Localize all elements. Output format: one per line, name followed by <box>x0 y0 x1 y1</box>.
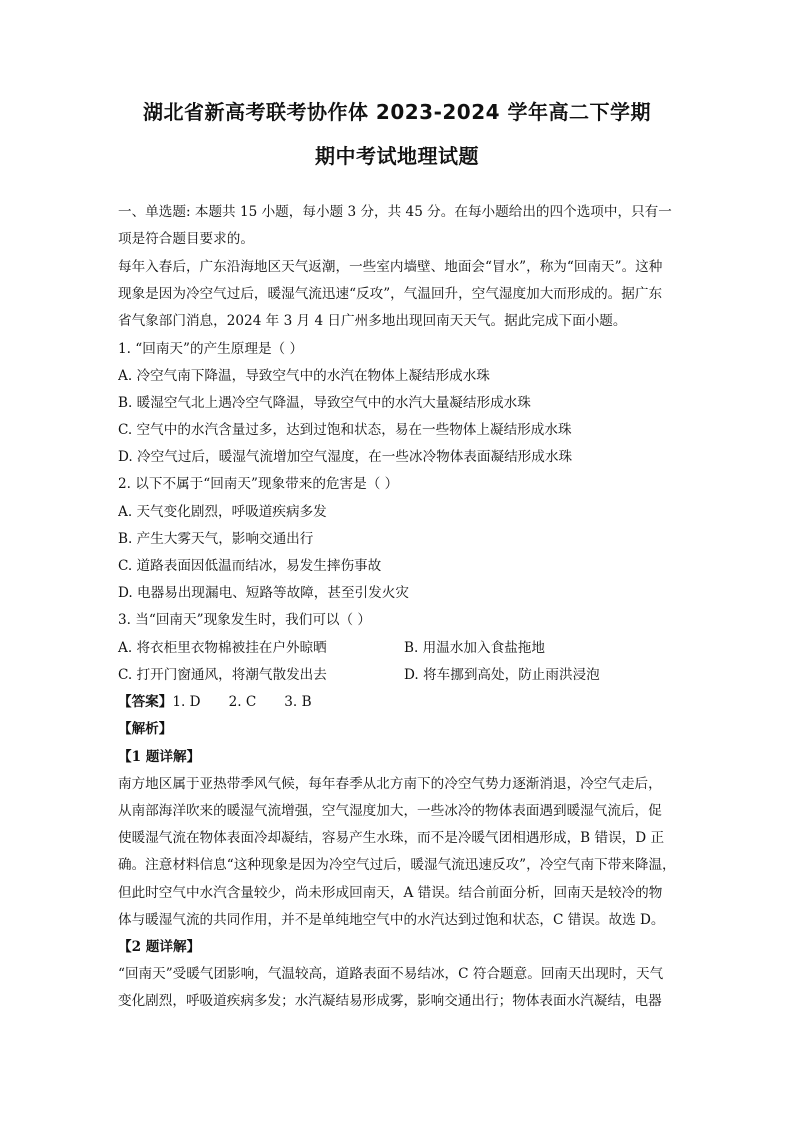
analysis-q1-line: 南方地区属于亚热带季风气候，每年春季从北方南下的冷空气势力逐渐消退，冷空气走后， <box>118 776 662 792</box>
analysis-q1-line: 体与暖湿气流的共同作用，并不是单纯地空气中的水汽达到过饱和状态，C 错误。故选 D。 <box>118 912 665 928</box>
question-2-option-d: D. 电器易出现漏电、短路等故障，甚至引发火灾 <box>118 585 409 601</box>
answers-label: 【答案】 <box>118 694 173 710</box>
analysis-q2-line: 变化剧烈，呼吸道疾病多发；水汽凝结易形成雾，影响交通出行；物体表面水汽凝结，电器 <box>118 993 662 1009</box>
material-line2: 现象是因为冷空气过后，暖湿气流迅速“反攻”，气温回升，空气湿度加大而形成的。据广东 <box>118 286 663 302</box>
question-2-option-c: C. 道路表面因低温而结冰，易发生摔伤事故 <box>118 558 382 574</box>
question-3-option-a: A. 将衣柜里衣物棉被挂在户外晾晒 <box>118 640 327 656</box>
question-3-option-d: D. 将车挪到高处，防止雨洪浸泡 <box>404 667 600 683</box>
question-2-stem: 2. 以下不属于“回南天”现象带来的危害是（ ） <box>118 476 399 492</box>
analysis-q1-line: 使暖湿气流在物体表面冷却凝结，容易产生水珠，而不是冷暖气团相遇形成，B 错误，D 正 <box>118 830 665 846</box>
answer-2: 2. C <box>228 694 257 710</box>
analysis-q1-line: 确。注意材料信息“这种现象是因为冷空气过后，暖湿气流迅速反攻”，冷空气南下带来降温， <box>118 857 676 873</box>
material-line3: 省气象部门消息，2024 年 3 月 4 日广州多地出现回南天天气。据此完成下面小题。 <box>118 313 627 329</box>
analysis-label: 【解析】 <box>118 721 173 737</box>
instructions-line2: 项是符合题目要求的。 <box>118 231 254 247</box>
question-1-option-d: D. 冷空气过后，暖湿气流增加空气湿度，在一些冰冷物体表面凝结形成水珠 <box>118 449 573 465</box>
analysis-q2-label: 【2 题详解】 <box>118 939 201 955</box>
analysis-q1-label: 【1 题详解】 <box>118 749 201 765</box>
question-1-stem: 1. “回南天”的产生原理是（ ） <box>118 341 304 357</box>
question-2-option-b: B. 产生大雾天气，影响交通出行 <box>118 531 314 547</box>
exam-title-line1: 湖北省新高考联考协作体 2023-2024 学年高二下学期 <box>142 100 652 124</box>
material-line1: 每年入春后，广东沿海地区天气返潮，一些室内墙壁、地面会“冒水”，称为“回南天”。这种 <box>118 259 663 275</box>
question-1-option-c: C. 空气中的水汽含量过多，达到过饱和状态，易在一些物体上凝结形成水珠 <box>118 422 572 438</box>
answer-3: 3. B <box>284 694 312 710</box>
analysis-q1-line: 但此时空气中水汽含量较少，尚未形成回南天，A 错误。结合前面分析，回南天是较冷的物 <box>118 885 663 901</box>
exam-title-line2: 期中考试地理试题 <box>315 144 479 168</box>
answer-1: 1. D <box>172 694 201 710</box>
question-3-option-c: C. 打开门窗通风，将潮气散发出去 <box>118 667 327 683</box>
instructions-line1: 一、单选题: 本题共 15 小题，每小题 3 分，共 45 分。在每小题给出的四个选项中，只有一 <box>118 204 672 220</box>
analysis-q2-line: “回南天”受暖气团影响，气温较高，道路表面不易结冰，C 符合题意。回南天出现时，天气 <box>118 966 664 982</box>
analysis-q1-line: 从南部海洋吹来的暖湿气流增强，空气湿度加大，一些冰冷的物体表面遇到暖湿气流后，促 <box>118 803 662 819</box>
answers-row <box>118 693 684 711</box>
question-1-option-b: B. 暖湿空气北上遇冷空气降温，导致空气中的水汽大量凝结形成水珠 <box>118 395 531 411</box>
question-1-option-a: A. 冷空气南下降温，导致空气中的水汽在物体上凝结形成水珠 <box>118 368 490 384</box>
question-3-stem: 3. 当“回南天”现象发生时，我们可以（ ） <box>118 612 372 628</box>
question-2-option-a: A. 天气变化剧烈，呼吸道疾病多发 <box>118 504 327 520</box>
question-3-option-b: B. 用温水加入食盐拖地 <box>404 640 545 656</box>
